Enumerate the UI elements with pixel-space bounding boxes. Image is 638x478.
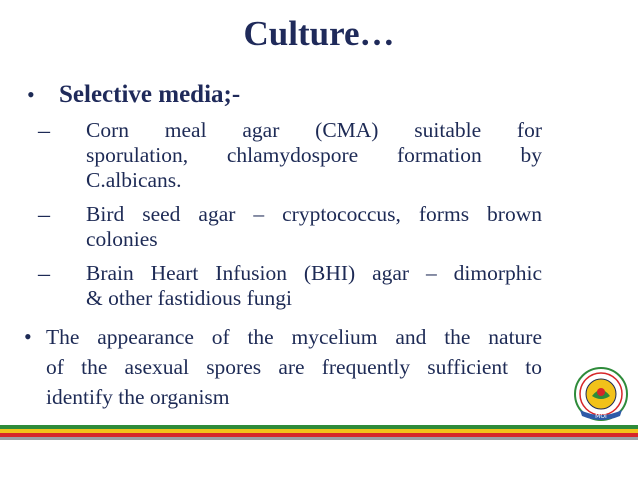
sub-dash-1: – [38, 118, 50, 144]
sub-item-bhi-line-2: & other fastidious fungi [86, 286, 293, 310]
sub-item-bhi-line-1: Brain Heart Infusion (BHI) agar – dimorphic [86, 261, 542, 285]
sub-item-cma [86, 118, 542, 193]
sub-dash-3: – [38, 261, 50, 287]
bullet-selective-media: Selective media;- [59, 81, 241, 108]
bullet-dot-1: • [27, 82, 35, 107]
slide-title: Culture… [243, 14, 395, 53]
sub-item-bird-seed [86, 202, 542, 252]
sub-item-bhi [86, 261, 542, 311]
bullet-appearance-line-1: The appearance of the mycelium and the nature [46, 325, 542, 349]
sub-item-cma-line-3: C.albicans. [86, 168, 182, 192]
bullet-appearance-line-2: of the asexual spores are frequently sufficient to [46, 355, 542, 379]
sub-item-cma-line-1: Corn meal agar (CMA) suitable for [86, 118, 542, 142]
university-seal-logo [572, 366, 630, 424]
sub-item-bird-seed-line-1: Bird seed agar – cryptococcus, forms brown [86, 202, 542, 226]
logo-text: MOI [595, 413, 607, 420]
sub-item-cma-line-2: sporulation, chlamydospore formation by [86, 143, 542, 167]
sub-dash-2: – [38, 202, 50, 228]
stripe-gray [0, 437, 638, 440]
bullet-dot-2: • [24, 324, 32, 349]
sub-item-bird-seed-line-2: colonies [86, 227, 158, 251]
bullet-appearance [46, 322, 542, 412]
bullet-appearance-line-3: identify the organism [46, 385, 230, 409]
